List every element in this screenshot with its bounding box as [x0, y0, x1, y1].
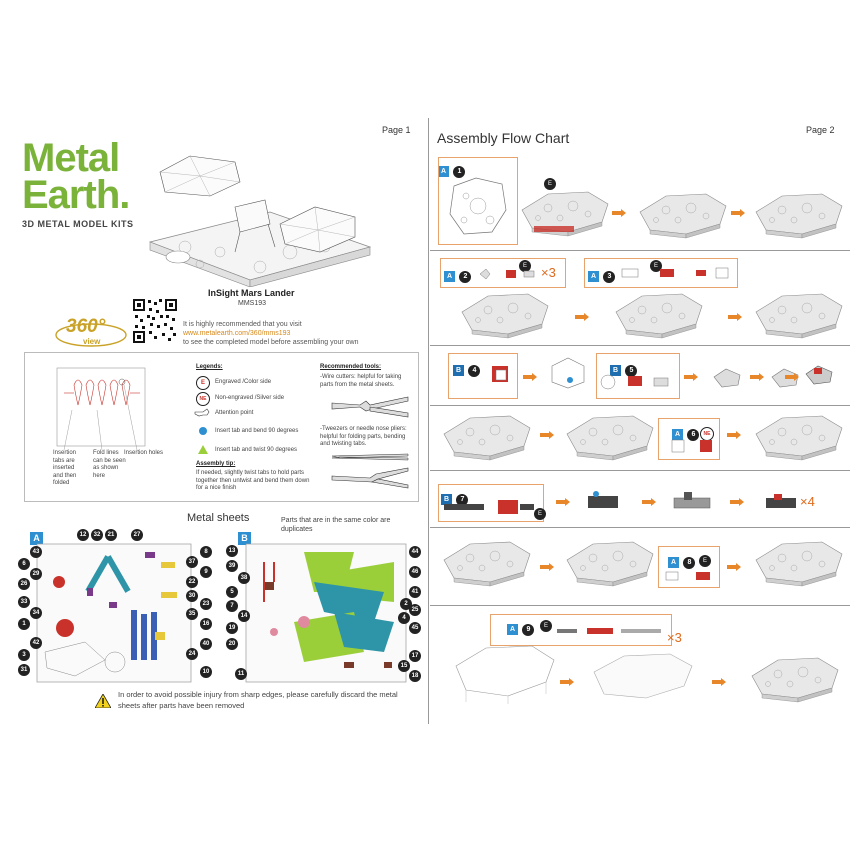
part-number: 24 — [186, 648, 198, 660]
step-2-quantity: ×3 — [541, 265, 556, 280]
duplicates-note: Parts that are in the same color are duplicates — [281, 517, 391, 533]
step-4-header: B 4 — [453, 359, 480, 377]
assembly-tip-heading: Assembly tip: — [196, 461, 236, 467]
part-number: 5 — [226, 586, 238, 598]
wire-cutters-icon — [330, 393, 410, 419]
frame-stage — [450, 640, 560, 704]
rec-line-3: to see the completed model before assembling your own — [183, 339, 359, 347]
step-8-header: A 8 — [668, 551, 695, 569]
part-number: 20 — [226, 638, 238, 650]
part-number: 16 — [200, 618, 212, 630]
tool-tweezers: -Tweezers or needle nose pliers: helpful for folding parts, bending and twisting tabs. — [320, 426, 407, 447]
legend-bend: Insert tab and bend 90 degrees — [215, 428, 299, 434]
legend-attention: Attention point — [215, 410, 254, 416]
non-engraved-icon: NE — [196, 392, 210, 406]
caption-insertion-holes: Insertion holes — [124, 450, 164, 456]
qr-code[interactable] — [132, 298, 178, 344]
flow-chart-title: Assembly Flow Chart — [437, 130, 570, 146]
part-number: 7 — [226, 600, 238, 612]
row-divider — [430, 345, 850, 346]
engraved-marker: E — [540, 620, 552, 632]
flow-arrow — [785, 373, 799, 381]
part-number: 40 — [200, 638, 212, 650]
flow-arrow — [727, 563, 741, 571]
part-number: 45 — [409, 622, 421, 634]
part-number: 44 — [409, 546, 421, 558]
deck-stage — [752, 538, 846, 588]
step-2-header: A 2 — [444, 265, 471, 283]
recommendation-text — [183, 320, 423, 347]
part-number: 19 — [226, 622, 238, 634]
part-number: 4 — [398, 612, 410, 624]
step-7-header: B 7 — [441, 488, 468, 506]
blue-dot-icon — [199, 427, 207, 435]
part-number: 21 — [105, 529, 117, 541]
part-number: 38 — [238, 572, 250, 584]
frame-stage — [588, 650, 698, 706]
deck-stage — [563, 538, 657, 588]
brand-line-2: Earth. — [22, 172, 130, 217]
step-8-parts — [664, 568, 714, 584]
step-7-assembly — [584, 488, 624, 514]
row-divider — [430, 405, 850, 406]
flow-arrow — [728, 313, 742, 321]
row-divider — [430, 470, 850, 471]
step-7-parts — [442, 498, 538, 518]
part-number: 17 — [409, 650, 421, 662]
caption-insertion-tabs: Insertion tabs are inserted and then folded — [53, 450, 77, 486]
model-code: MMS193 — [238, 300, 267, 307]
flow-arrow — [750, 373, 764, 381]
warning-icon — [95, 694, 111, 708]
step-9-quantity: ×3 — [667, 630, 682, 645]
flow-arrow — [730, 498, 744, 506]
part-number: 43 — [30, 546, 42, 558]
deck-stage — [752, 190, 846, 240]
engraved-icon: E — [196, 376, 210, 390]
lander-illustration — [140, 152, 380, 287]
needle-nose-pliers-icon — [330, 466, 410, 490]
engraved-marker: E — [534, 508, 546, 520]
step-1-result-deck — [518, 188, 612, 238]
deck-stage — [752, 290, 846, 340]
part-number: 11 — [235, 668, 247, 680]
flow-arrow — [560, 678, 574, 686]
step-9-parts — [555, 624, 665, 638]
tool-wire-cutters: -Wire cutters: helpful for taking parts from the metal sheets. — [320, 374, 402, 388]
flow-arrow — [575, 313, 589, 321]
part-number: 3 — [18, 649, 30, 661]
flow-arrow — [727, 431, 741, 439]
engraved-marker: E — [544, 178, 556, 190]
part-number: 42 — [30, 637, 42, 649]
flow-arrow — [556, 498, 570, 506]
flow-arrow — [684, 373, 698, 381]
part-number: 6 — [18, 558, 30, 570]
step-1-part — [446, 176, 510, 238]
row-divider — [430, 527, 850, 528]
deck-stage — [440, 538, 534, 588]
flow-arrow — [642, 498, 656, 506]
engraved-marker: E — [650, 260, 662, 272]
part-number: 15 — [398, 660, 410, 672]
green-triangle-icon — [198, 445, 208, 454]
step-7-final — [764, 490, 800, 512]
sheet-a-label: A — [30, 528, 43, 546]
hand-pointer-icon — [194, 407, 210, 417]
part-number: 2 — [400, 598, 412, 610]
legends-heading: Legends: — [196, 364, 223, 370]
step-5-final — [804, 362, 834, 386]
tab-diagram — [52, 365, 150, 450]
flow-arrow — [540, 563, 554, 571]
part-number: 22 — [186, 576, 198, 588]
part-number: 39 — [226, 560, 238, 572]
tools-heading: Recommended tools: — [320, 364, 382, 370]
page-divider — [428, 118, 429, 724]
engraved-marker: E — [519, 260, 531, 272]
deck-stage — [748, 654, 842, 704]
legend-non-engraved: Non-engraved /Silver side — [215, 395, 285, 401]
part-number: 29 — [30, 568, 42, 580]
metal-sheet-a — [35, 542, 193, 684]
brand-tagline: 3D METAL MODEL KITS — [22, 218, 134, 229]
step-7-quantity: ×4 — [800, 494, 815, 509]
step-5-header: B 5 — [610, 359, 637, 377]
part-number: 27 — [131, 529, 143, 541]
part-number: 26 — [18, 578, 30, 590]
legend-twist: Insert tab and twist 90 degrees — [215, 447, 298, 453]
part-number: 18 — [409, 670, 421, 682]
part-number: 14 — [238, 610, 250, 622]
part-number: 35 — [186, 608, 198, 620]
step-6-header: A 6 — [672, 423, 699, 441]
flow-arrow — [540, 431, 554, 439]
deck-stage — [636, 190, 730, 240]
non-engraved-marker: NE — [700, 427, 714, 441]
flow-arrow — [523, 373, 537, 381]
row-divider — [430, 605, 850, 606]
view-360-badge[interactable] — [52, 316, 130, 350]
part-number: 41 — [409, 586, 421, 598]
flow-arrow — [612, 209, 626, 217]
deck-stage — [752, 412, 846, 462]
assembly-tip-text: If needed, slightly twist tabs to hold parts together then untwist and bend them down for a nice finish — [196, 470, 310, 491]
part-number: 13 — [226, 545, 238, 557]
part-number: 12 — [77, 529, 89, 541]
flow-arrow — [731, 209, 745, 217]
view-360-word: view — [83, 337, 101, 346]
step-4-part — [490, 362, 512, 388]
step-1-header: A 1 — [438, 160, 465, 178]
step-4-assembly — [548, 356, 588, 390]
step-5-parts — [598, 372, 674, 392]
rec-line-1: It is highly recommended that you visit — [183, 321, 302, 328]
engraved-marker: E — [699, 555, 711, 567]
step-6-parts — [670, 436, 716, 456]
part-number: 46 — [409, 566, 421, 578]
step-9-header: A 9 — [507, 618, 534, 636]
part-number: 1 — [18, 618, 30, 630]
deck-stage — [458, 290, 552, 340]
step-3-parts — [620, 266, 732, 280]
deck-stage — [612, 290, 706, 340]
deck-stage — [563, 412, 657, 462]
part-number: 31 — [18, 664, 30, 676]
sheet-b-label: B — [238, 528, 251, 546]
part-number: 8 — [200, 546, 212, 558]
part-number: 23 — [200, 598, 212, 610]
brand-logo — [22, 136, 134, 229]
part-number: 9 — [200, 566, 212, 578]
step-3-header: A 3 — [588, 265, 615, 283]
page-number-2: Page 2 — [806, 125, 835, 135]
metal-sheets-heading: Metal sheets — [187, 512, 250, 524]
safety-warning: In order to avoid possible injury from sharp edges, please carefully discard the metal sheets after parts have been removed — [118, 690, 398, 710]
part-number: 33 — [18, 596, 30, 608]
part-number: 10 — [200, 666, 212, 678]
row-divider — [430, 250, 850, 251]
part-number: 37 — [186, 556, 198, 568]
tweezers-icon — [330, 452, 410, 462]
step-2-parts — [478, 268, 538, 280]
legend-engraved: Engraved /Color side — [215, 379, 272, 385]
model-name: InSight Mars Lander — [208, 288, 295, 298]
caption-fold-lines: Fold lines can be seen as shown here — [93, 450, 126, 479]
step-5-assembly — [712, 365, 742, 389]
deck-stage — [440, 412, 534, 462]
part-number: 25 — [409, 604, 421, 616]
step-7-assembly — [670, 488, 716, 514]
flow-arrow — [712, 678, 726, 686]
part-number: 32 — [91, 529, 103, 541]
part-number: 34 — [30, 607, 42, 619]
brand-line-1: Metal — [22, 136, 120, 180]
metal-sheet-b — [244, 542, 408, 684]
part-number: 30 — [186, 590, 198, 602]
model-360-link[interactable]: www.metalearth.com/360/mms193 — [183, 330, 291, 338]
page-number: Page 1 — [382, 125, 411, 135]
view-360-number: 360° — [66, 316, 106, 337]
